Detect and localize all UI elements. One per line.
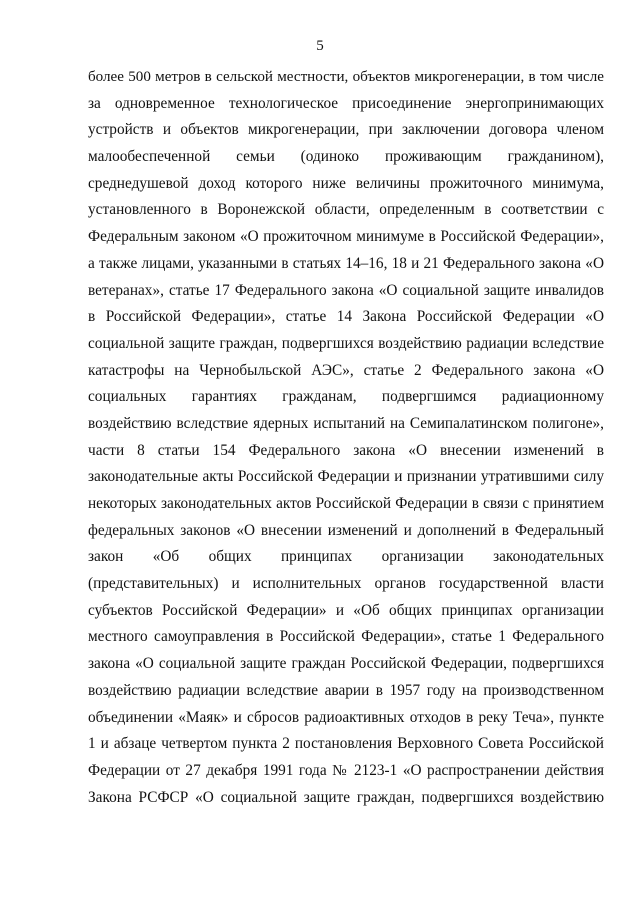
text-line: ветеранах», статье 17 Федерального закона «О социальной защите инвалидов: [88, 281, 604, 299]
page-number: 5: [316, 38, 324, 54]
text-line: местного самоуправления в Российской Федерации», статье 1 Федерального: [88, 628, 604, 646]
text-line: установленного в Воронежской области, определенным в соответствии с: [88, 201, 604, 219]
text-line: воздействию вследствие ядерных испытаний на Семипалатинском полигоне»,: [88, 414, 604, 432]
text-line: а также лицами, указанными в статьях 14–16, 18 и 21 Федерального закона «О: [88, 254, 604, 272]
text-line: в Российской Федерации», статье 14 Закона Российской Федерации «О: [88, 308, 604, 326]
text-line: за одновременное технологическое присоединение энергопринимающих: [88, 94, 604, 112]
text-line: воздействию радиации вследствие аварии в 1957 году на производственном: [88, 681, 604, 699]
text-line: закона «О социальной защите граждан Российской Федерации, подвергшихся: [88, 655, 604, 673]
text-line: субъектов Российской Федерации» и «Об общих принципах организации: [88, 601, 604, 619]
text-line: федеральных законов «О внесении изменений и дополнений в Федеральный: [88, 521, 604, 539]
body-text: [88, 64, 604, 811]
text-line: некоторых законодательных актов Российской Федерации в связи с принятием: [88, 495, 604, 512]
text-line: Федерации от 27 декабря 1991 года № 2123-1 «О распространении действия: [88, 761, 604, 779]
text-line: социальной защите граждан, подвергшихся воздействию радиации вследствие: [88, 334, 604, 352]
text-line: Закона РСФСР «О социальной защите граждан, подвергшихся воздействию: [88, 788, 604, 806]
text-line: Федеральным законом «О прожиточном минимуме в Российской Федерации»,: [88, 228, 604, 246]
text-line: более 500 метров в сельской местности, объектов микрогенерации, в том числе: [88, 69, 604, 85]
text-line: части 8 статьи 154 Федерального закона «О внесении изменений в: [88, 441, 604, 459]
text-line: среднедушевой доход которого ниже величины прожиточного минимума,: [88, 174, 604, 192]
text-line: катастрофы на Чернобыльской АЭС», статье 2 Федерального закона «О: [88, 361, 604, 379]
text-line: законодательные акты Российской Федерации и признании утратившими силу: [88, 468, 604, 486]
text-line: объединении «Маяк» и сбросов радиоактивных отходов в реку Теча», пункте: [88, 708, 604, 726]
text-line: 1 и абзаце четвертом пункта 2 постановления Верховного Совета Российской: [88, 735, 604, 753]
text-line: устройств и объектов микрогенерации, при заключении договора членом: [88, 121, 604, 139]
text-line: малообеспеченной семьи (одиноко проживающим гражданином),: [88, 148, 604, 166]
text-line: (представительных) и исполнительных органов государственной власти: [88, 575, 604, 593]
text-line: социальных гарантиях гражданам, подвергшимся радиационному: [88, 388, 604, 406]
text-line: закон «Об общих принципах организации законодательных: [88, 548, 604, 566]
